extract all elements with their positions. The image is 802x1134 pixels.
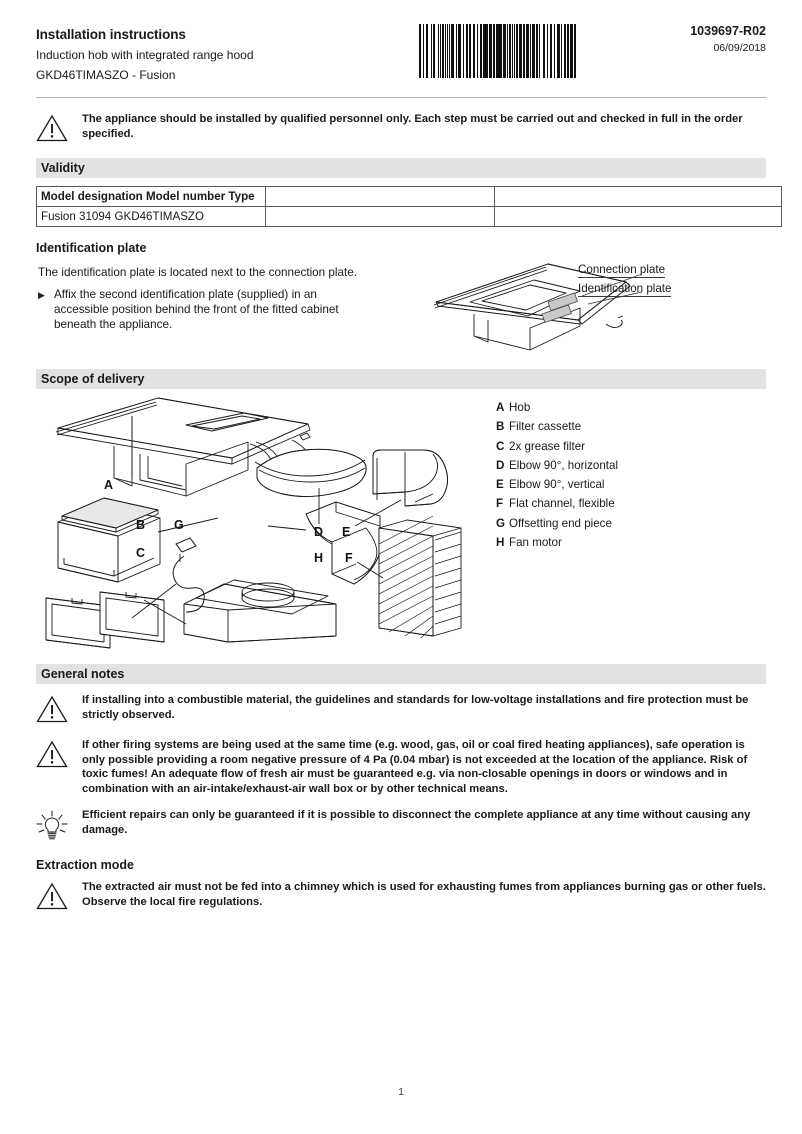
table-header-cell-1: Model designation Model number Type: [37, 187, 266, 207]
top-warning-text: The appliance should be installed by qualified personnel only. Each step must be carried out and checked in full in the order specified.: [82, 113, 743, 140]
barcode-image: [419, 24, 577, 78]
identification-plate-intro: The identification plate is located next to the connection plate.: [38, 266, 358, 279]
header-divider: [36, 97, 766, 98]
diagram-label-b: B: [136, 518, 146, 532]
list-item: [496, 417, 618, 436]
identification-plate-bullet-text: Affix the second identification plate (supplied) in an accessible position behind the front of the fitted cabinet beneath the appliance.: [54, 288, 339, 332]
list-item: [496, 533, 618, 552]
diagram-label-g: G: [174, 518, 184, 532]
warning-triangle-icon: [36, 112, 70, 142]
section-heading-scope-of-delivery: Scope of delivery: [36, 369, 766, 389]
part-label-b: Filter cassette: [509, 420, 582, 434]
validity-table: [36, 186, 782, 227]
callout-identification-plate: Identification plate: [578, 282, 672, 295]
warning-triangle-icon: [36, 693, 70, 723]
table-cell-model-number: [266, 207, 495, 227]
part-key-h: H: [496, 536, 505, 550]
table-header-row: [37, 187, 782, 207]
table-cell-type: [495, 207, 782, 227]
diagram-label-a: A: [104, 478, 114, 492]
part-label-d: Elbow 90°, horizontal: [509, 458, 619, 472]
part-key-d: D: [496, 458, 505, 472]
list-item: [496, 514, 618, 533]
bullet-marker-icon: ▶: [38, 290, 45, 300]
part-key-f: F: [496, 497, 504, 511]
identification-plate-bullet: [38, 287, 368, 333]
part-label-e: Elbow 90°, vertical: [509, 478, 605, 492]
part-key-e: E: [496, 478, 504, 492]
list-item: [496, 437, 618, 456]
general-note-3-text: Efficient repairs can only be guaranteed if it is possible to disconnect the complete appliance at any time without causing any damage.: [82, 809, 751, 836]
list-item: [496, 475, 618, 494]
part-label-a: Hob: [509, 401, 531, 414]
diagram-label-e: E: [342, 525, 351, 539]
diagram-label-d: D: [314, 525, 324, 539]
page-title: Installation instructions: [36, 27, 186, 42]
section-heading-extraction-mode: Extraction mode: [36, 858, 134, 872]
document-date: 06/09/2018: [713, 42, 766, 54]
callout-connection-plate: Connection plate: [578, 263, 666, 276]
general-note-3: [36, 808, 766, 842]
parts-legend-list: [496, 398, 618, 552]
part-label-g: Offsetting end piece: [509, 516, 612, 530]
scope-of-delivery-illustration-right: [255, 440, 485, 645]
list-item: [496, 398, 618, 417]
part-key-c: C: [496, 439, 505, 453]
table-cell-model-designation: Fusion 31094 GKD46TIMASZO: [37, 207, 266, 227]
table-header-cell-2: [266, 187, 495, 207]
table-header-cell-3: [495, 187, 782, 207]
section-heading-general-notes: General notes: [36, 664, 766, 684]
list-item: [496, 456, 618, 475]
document-number: 1039697-R02: [690, 24, 766, 38]
diagram-label-f: F: [345, 551, 353, 565]
top-warning-note: [36, 112, 766, 142]
document-model-line: GKD46TIMASZO - Fusion: [36, 68, 176, 82]
general-note-1: [36, 693, 766, 723]
list-item: [496, 494, 618, 513]
general-note-2-text: If other firing systems are being used at the same time (e.g. wood, gas, oil or coal fired heating appliances), safe operation is only possible providing a room negative pressure of 4 Pa (0.04 mbar) is not exceeded at the location of the appliance. Risk of toxic fumes! An adequate flow of fresh air must be guaranteed e.g. via non-closable openings in doors or windows and in combination with an air-intake/exhaust-air wall box or by other technical means.: [82, 739, 748, 795]
part-key-b: B: [496, 420, 505, 434]
extraction-mode-note-text: The extracted air must not be fed into a chimney which is used for exhausting fumes from appliances burning gas or other fuels. Observe the local fire regulations.: [82, 881, 766, 908]
section-heading-identification-plate: Identification plate: [36, 241, 147, 255]
document-subtitle: Induction hob with integrated range hood: [36, 48, 254, 62]
warning-triangle-icon: [36, 738, 70, 768]
part-key-g: G: [496, 516, 506, 530]
general-note-2: [36, 738, 766, 796]
part-label-h: Fan motor: [509, 536, 562, 550]
general-note-1-text: If installing into a combustible material, the guidelines and standards for low-voltage installations and fire protection must be strictly observed.: [82, 694, 749, 721]
table-row: [37, 207, 782, 227]
diagram-label-h: H: [314, 551, 324, 565]
warning-triangle-icon: [36, 880, 70, 910]
part-label-f: Flat channel, flexible: [509, 497, 615, 511]
diagram-label-c: C: [136, 546, 146, 560]
extraction-mode-note: [36, 880, 766, 910]
part-key-a: A: [496, 401, 505, 414]
section-heading-validity: Validity: [36, 158, 766, 178]
page-number: 1: [398, 1086, 404, 1098]
light-bulb-icon: [36, 808, 70, 842]
part-label-c: 2x grease filter: [509, 439, 586, 453]
